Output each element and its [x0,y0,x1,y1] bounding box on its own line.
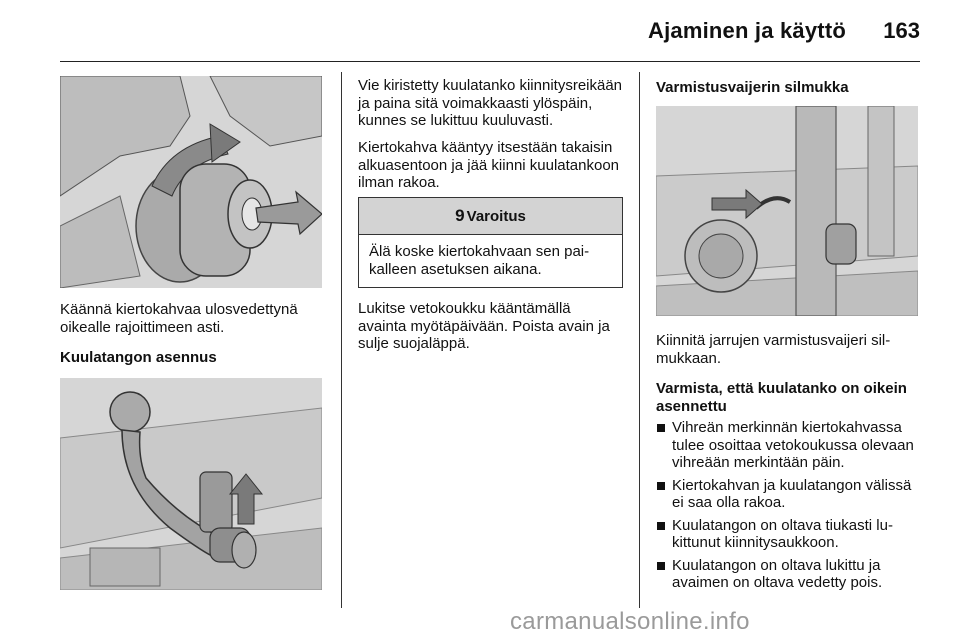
checklist-item: Vihreän merkinnän kiertokahvassa tulee osoittaa vetokoukussa olevaan vihreään merkintään päin. [656,419,922,472]
safety-cable-eyelet-illustration-icon [656,106,918,316]
heading-safety-cable-eyelet: Varmistusvaijerin silmukka [656,79,849,96]
warning-title: Varoitus [466,207,526,225]
square-bullet-icon [657,424,665,432]
page-number: 163 [883,18,920,43]
square-bullet-icon [657,482,665,490]
paragraph-insert-ball: Vie kiristetty kuulatanko kiinnitysreikään ja paina sitä voimakkaasti ylöspäin, kunnes se lukittuu kuuluvasti. [358,77,623,129]
checklist [656,419,922,597]
column-divider-1 [341,72,342,608]
column-divider-2 [639,72,640,608]
caption-turn-knob: Käännä kiertokahvaa ulosvedettynä oikealle rajoittimeen asti. [60,301,298,336]
checklist-item: Kiertokahvan ja kuulatangon välissä ei saa olla rakoa. [656,477,922,512]
heading-ball-installation: Kuulatangon asennus [60,349,217,366]
warning-header [359,198,622,235]
header-rule [60,61,920,62]
towbar-knob-unlock-illustration-icon [60,76,322,288]
page-header-title: Ajaminen ja käyttö [648,18,846,43]
paragraph-lock-key: Lukitse vetokoukku kääntämällä avainta myötäpäivään. Poista avain ja sulje suojaläppä. [358,300,610,352]
warning-text: Älä koske kiertokahvaan sen paikalleen asetuksen aikana. [369,243,590,278]
towbar-ball-insert-illustration-icon [60,378,322,590]
warning-icon: 9 [455,206,465,225]
checklist-item: Kuulatangon on oltava tiukasti lukittunut kiinnitysaukkoon. [656,517,922,552]
checklist-item: Kuulatangon on oltava lukittu ja avaimen on oltava vedetty pois. [656,557,922,592]
figure-towbar-ball [60,378,322,590]
heading-verify-installation: Varmista, että kuulatanko on oikein asennettu [656,380,907,415]
square-bullet-icon [657,522,665,530]
figure-towbar-knob [60,76,322,288]
square-bullet-icon [657,562,665,570]
paragraph-knob-returns: Kiertokahva kääntyy itsestään takaisin alkuasentoon ja jää kiinni kuulatankoon ilman rakoa. [358,139,620,191]
watermark: carmanualsonline.info [510,608,750,635]
paragraph-attach-cable: Kiinnitä jarrujen varmistusvaijeri silmukkaan. [656,332,891,367]
figure-safety-cable [656,106,918,316]
warning-box [358,197,623,288]
